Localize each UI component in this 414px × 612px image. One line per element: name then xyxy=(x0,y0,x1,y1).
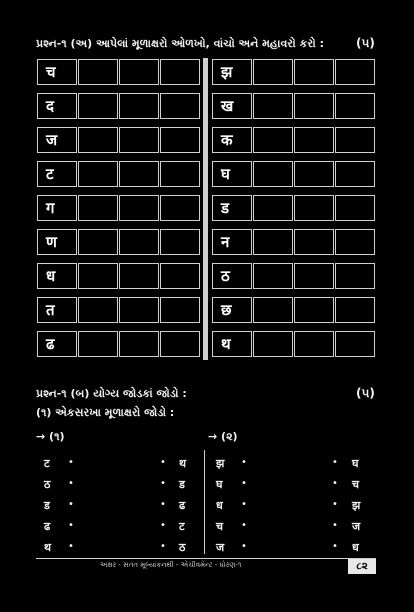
letter-cell: न xyxy=(212,229,252,255)
practice-box[interactable] xyxy=(119,59,159,85)
matching-divider xyxy=(204,450,205,554)
practice-box[interactable] xyxy=(335,297,375,323)
practice-box[interactable] xyxy=(335,263,375,289)
match-left-letter: ढ xyxy=(44,520,51,533)
letter-cell: घ xyxy=(212,161,252,187)
practice-box[interactable] xyxy=(253,59,293,85)
letter-cell: ध xyxy=(37,263,77,289)
practice-box[interactable] xyxy=(335,331,375,357)
letter-row xyxy=(37,331,201,357)
match-right-letter: ट xyxy=(179,520,185,533)
match-left-letter: च xyxy=(216,520,223,533)
practice-box[interactable] xyxy=(335,161,375,187)
practice-box[interactable] xyxy=(160,331,200,357)
letter-cell: ड xyxy=(212,195,252,221)
match-right-letter: ढ xyxy=(179,499,186,512)
practice-box[interactable] xyxy=(119,195,159,221)
practice-box[interactable] xyxy=(119,93,159,119)
letter-cell: ज xyxy=(37,127,77,153)
set-1-label: → (૧) xyxy=(36,430,65,443)
footer-text: અક્ષર - સતત મૂલ્યાંકનથી - એચીવમેન્ટ - ધોરણ-૧ xyxy=(100,561,242,569)
set-2-label: → (૨) xyxy=(208,430,238,443)
letter-cell: त xyxy=(37,297,77,323)
match-left-letter: थ xyxy=(44,541,52,554)
match-left-letter: ड xyxy=(44,499,50,512)
question-1a-marks: (૫) xyxy=(356,36,375,50)
match-dot[interactable]: • xyxy=(241,457,247,468)
practice-box[interactable] xyxy=(294,59,334,85)
match-dot[interactable]: • xyxy=(160,478,166,489)
page-number: ૮૨ xyxy=(348,559,376,574)
practice-box[interactable] xyxy=(78,127,118,153)
practice-box[interactable] xyxy=(294,195,334,221)
match-right-letter: झ xyxy=(352,499,361,512)
letter-row xyxy=(37,59,201,85)
match-left-letter: ट xyxy=(44,457,50,470)
practice-box[interactable] xyxy=(119,297,159,323)
practice-box[interactable] xyxy=(294,331,334,357)
practice-box[interactable] xyxy=(160,93,200,119)
letter-cell: छ xyxy=(212,297,252,323)
letter-cell: थ xyxy=(212,331,252,357)
match-dot[interactable]: • xyxy=(160,499,166,510)
match-dot[interactable]: • xyxy=(332,499,338,510)
practice-box[interactable] xyxy=(335,93,375,119)
match-left-letter: घ xyxy=(216,478,223,491)
letter-cell: च xyxy=(37,59,77,85)
practice-box[interactable] xyxy=(335,229,375,255)
practice-box[interactable] xyxy=(253,229,293,255)
question-1b-title: પ્રશ્ન-૧ (બ) યોગ્ય જોડકાં જોડો : xyxy=(36,387,187,400)
letter-row xyxy=(37,93,201,119)
practice-box[interactable] xyxy=(78,263,118,289)
practice-box[interactable] xyxy=(78,161,118,187)
match-right-letter: ठ xyxy=(179,541,186,554)
match-right-letter: ध xyxy=(352,541,359,554)
practice-box[interactable] xyxy=(294,161,334,187)
practice-box[interactable] xyxy=(160,195,200,221)
letter-cell: क xyxy=(212,127,252,153)
letter-cell: ख xyxy=(212,93,252,119)
practice-box[interactable] xyxy=(119,229,159,255)
match-dot[interactable]: • xyxy=(68,478,74,489)
letter-row xyxy=(37,195,201,221)
match-dot[interactable]: • xyxy=(241,520,247,531)
match-right-letter: घ xyxy=(352,457,359,470)
practice-box[interactable] xyxy=(294,93,334,119)
match-dot[interactable]: • xyxy=(332,541,338,552)
practice-box[interactable] xyxy=(335,59,375,85)
match-dot[interactable]: • xyxy=(332,478,338,489)
letter-cell: ग xyxy=(37,195,77,221)
match-dot[interactable]: • xyxy=(160,520,166,531)
practice-box[interactable] xyxy=(253,195,293,221)
match-dot[interactable]: • xyxy=(332,457,338,468)
match-dot[interactable]: • xyxy=(332,520,338,531)
footer-rule xyxy=(36,558,376,559)
practice-box[interactable] xyxy=(78,195,118,221)
match-right-letter: च xyxy=(352,478,359,491)
match-left-letter: ज xyxy=(216,541,225,554)
practice-box[interactable] xyxy=(335,127,375,153)
practice-box[interactable] xyxy=(160,263,200,289)
practice-box[interactable] xyxy=(335,195,375,221)
letter-cell: ठ xyxy=(212,263,252,289)
match-dot[interactable]: • xyxy=(160,457,166,468)
practice-box[interactable] xyxy=(160,59,200,85)
practice-box[interactable] xyxy=(294,229,334,255)
practice-box[interactable] xyxy=(119,161,159,187)
practice-box[interactable] xyxy=(78,229,118,255)
practice-box[interactable] xyxy=(119,331,159,357)
letter-row xyxy=(37,263,201,289)
match-left-letter: ध xyxy=(216,499,223,512)
practice-box[interactable] xyxy=(78,59,118,85)
letter-row xyxy=(212,195,376,221)
match-dot[interactable]: • xyxy=(241,499,247,510)
letter-row xyxy=(212,127,376,153)
practice-box[interactable] xyxy=(294,127,334,153)
letter-row xyxy=(212,93,376,119)
practice-box[interactable] xyxy=(119,127,159,153)
practice-box[interactable] xyxy=(253,127,293,153)
letter-cell: झ xyxy=(212,59,252,85)
letter-row xyxy=(37,127,201,153)
letter-row xyxy=(212,59,376,85)
letter-row xyxy=(212,297,376,323)
letter-row xyxy=(212,263,376,289)
letter-cell: ण xyxy=(37,229,77,255)
grid-divider xyxy=(203,58,208,360)
match-right-letter: ड xyxy=(179,478,185,491)
practice-box[interactable] xyxy=(253,331,293,357)
match-dot[interactable]: • xyxy=(160,541,166,552)
match-dot[interactable]: • xyxy=(68,457,74,468)
letter-row xyxy=(212,331,376,357)
practice-box[interactable] xyxy=(253,93,293,119)
match-dot[interactable]: • xyxy=(241,478,247,489)
practice-box[interactable] xyxy=(78,297,118,323)
letter-row xyxy=(212,229,376,255)
practice-box[interactable] xyxy=(294,263,334,289)
letter-row xyxy=(212,161,376,187)
letter-cell: ढ xyxy=(37,331,77,357)
practice-box[interactable] xyxy=(78,93,118,119)
question-1a-title: પ્રશ્ન-૧ (અ) આપેલાં મૂળાક્ષરો ઓળખો, વાંચો અને મહાવરો કરો : xyxy=(36,37,324,50)
practice-box[interactable] xyxy=(160,161,200,187)
match-dot[interactable]: • xyxy=(68,541,74,552)
practice-box[interactable] xyxy=(78,331,118,357)
letter-row xyxy=(37,161,201,187)
practice-box[interactable] xyxy=(119,263,159,289)
match-left-letter: झ xyxy=(216,457,225,470)
match-right-letter: ज xyxy=(352,520,361,533)
practice-box[interactable] xyxy=(253,263,293,289)
letter-cell: द xyxy=(37,93,77,119)
match-dot[interactable]: • xyxy=(68,499,74,510)
practice-box[interactable] xyxy=(160,229,200,255)
match-dot[interactable]: • xyxy=(241,541,247,552)
letter-row xyxy=(37,297,201,323)
practice-box[interactable] xyxy=(253,297,293,323)
match-right-letter: थ xyxy=(179,457,187,470)
letter-row xyxy=(37,229,201,255)
match-dot[interactable]: • xyxy=(68,520,74,531)
practice-box[interactable] xyxy=(160,297,200,323)
letter-cell: ट xyxy=(37,161,77,187)
match-left-letter: ठ xyxy=(44,478,51,491)
question-1b-marks: (૫) xyxy=(356,386,375,400)
practice-box[interactable] xyxy=(253,161,293,187)
practice-box[interactable] xyxy=(160,127,200,153)
practice-box[interactable] xyxy=(294,297,334,323)
question-1b-subtitle: (૧) એકસરખા મૂળાક્ષરો જોડો : xyxy=(36,406,175,419)
